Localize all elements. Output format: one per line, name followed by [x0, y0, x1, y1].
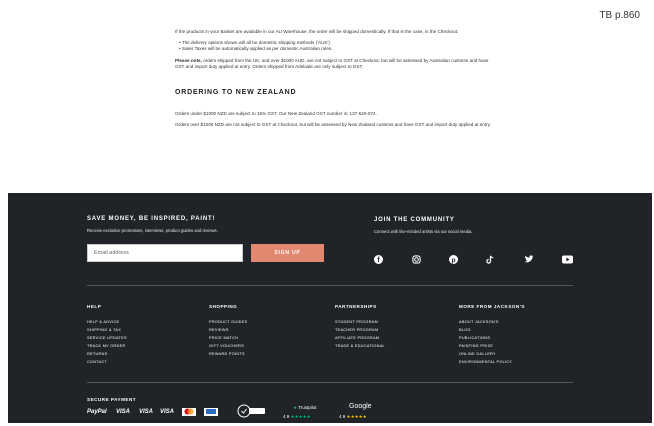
partnerships-link[interactable]: TEACHER PROGRAM — [335, 328, 379, 332]
more-link[interactable]: BLOG — [459, 328, 471, 332]
instagram-icon[interactable] — [412, 255, 421, 266]
more-link[interactable]: PUBLICATIONS — [459, 336, 491, 340]
more-links — [459, 318, 512, 366]
shopping-link[interactable]: REWARD POINTS — [209, 352, 245, 356]
visa-logo: VISA — [116, 409, 131, 415]
card-logo — [204, 408, 218, 416]
trustpilot-rating — [283, 414, 311, 420]
au-bullet: • Sales Taxes will be automatically applied as per domestic Australian rules. — [179, 46, 495, 52]
help-link[interactable]: RETURNS — [87, 352, 108, 356]
shopping-links — [209, 318, 248, 358]
more-link[interactable]: ENVIRONMENTAL POLICY — [459, 360, 513, 364]
trustpilot-star-icon: ★ — [293, 405, 298, 410]
partnerships-link[interactable]: STUDENT PROGRAM — [335, 320, 379, 324]
help-links — [87, 318, 127, 366]
more-link[interactable]: ONLINE GALLERY — [459, 352, 496, 356]
help-link[interactable]: SERVICE UPDATES — [87, 336, 127, 340]
community-subtitle: Connect with like-minded artists via our social media. — [374, 229, 473, 234]
email-input[interactable]: Email address — [87, 244, 243, 262]
nz-paragraph-1: Orders under $1000 NZD are subject to 15% GST. Our New Zealand GST number is: 137-520-974. — [175, 111, 377, 117]
svg-text:p: p — [451, 257, 456, 264]
trustpilot-name: Trustpilot — [298, 405, 317, 410]
shopping-link[interactable]: GIFT VOUCHERS — [209, 344, 245, 348]
nz-paragraph-2: Orders over $1000 NZD are not subject to GST at Checkout, but will be assessed by New Zealand customs and have GST and import duty applied at entry. — [175, 122, 491, 128]
tiktok-icon[interactable] — [486, 255, 495, 266]
shopping-link[interactable]: PRICE MATCH — [209, 336, 239, 340]
trustpilot-stars-icon: ★★★★★ — [290, 414, 311, 419]
google-score: 4.9 — [339, 414, 346, 419]
newsletter-subtitle: Receive exclusive promotions, interviews, product guides and reviews. — [87, 228, 218, 233]
google-stars-icon: ★★★★★ — [346, 414, 367, 419]
shopping-column-title: SHOPPING — [209, 304, 238, 309]
shipping-info — [175, 29, 495, 134]
more-column-title: MORE FROM JACKSON'S — [459, 304, 525, 309]
note-text: orders shipped from the UK, and over $1000 AUD, are not subject to GST at Checkout, but will be assessed by Australian customs and have GST and import duty applied at entry. Orders shipped from Adelaide are only subject to GST. — [175, 57, 489, 69]
youtube-icon[interactable] — [562, 255, 573, 266]
help-link[interactable]: TRACK MY ORDER — [87, 344, 126, 348]
page-tag: TB p.860 — [599, 10, 640, 21]
note-paragraph — [175, 58, 495, 70]
trustpilot-score: 4.9 — [283, 414, 290, 419]
secure-payment-title: SECURE PAYMENT — [87, 397, 137, 402]
au-bullet: • The delivery options shown will all be domestic shipping methods ('AUS') — [179, 40, 495, 46]
partnerships-link[interactable]: TRADE & EDUCATIONAL — [335, 344, 385, 348]
google-rating — [339, 414, 367, 420]
au-bullets — [175, 40, 495, 52]
shopping-link[interactable]: PRODUCT GUIDES — [209, 320, 248, 324]
help-link[interactable]: CONTACT — [87, 360, 108, 364]
footer-divider — [87, 285, 573, 286]
site-footer — [8, 193, 652, 423]
trustpilot-label — [293, 405, 317, 411]
newsletter-title: SAVE MONEY, BE INSPIRED, PAINT! — [87, 216, 216, 222]
shopping-link[interactable]: REVIEWS — [209, 328, 229, 332]
community-title: JOIN THE COMMUNITY — [374, 217, 455, 223]
au-paragraph: If the products in your Basket are available in our AU Warehouse, the order will be shipped domestically. If that is the case, in the Checkout: — [175, 29, 459, 34]
partnerships-link[interactable]: AFFILIATE PROGRAM — [335, 336, 380, 340]
nz-heading: ORDERING TO NEW ZEALAND — [175, 89, 297, 97]
sign-up-button[interactable]: SIGN UP — [251, 244, 324, 262]
twitter-icon[interactable] — [524, 255, 534, 266]
visa-logo: VISA — [160, 409, 175, 415]
mastercard-logo — [182, 408, 196, 416]
help-link[interactable]: SHIPPING & TAX — [87, 328, 122, 332]
google-label: Google — [349, 403, 372, 410]
help-column-title: HELP — [87, 304, 102, 309]
visa-logo: VISA — [139, 409, 154, 415]
facebook-icon[interactable] — [374, 255, 383, 266]
secure-checkout-badge — [236, 404, 266, 423]
partnerships-column-title: PARTNERSHIPS — [335, 304, 377, 309]
more-link[interactable]: PAINTING PRIZE — [459, 344, 494, 348]
help-link[interactable]: HELP & ADVICE — [87, 320, 120, 324]
more-link[interactable]: ABOUT JACKSON'S — [459, 320, 499, 324]
paypal-logo: PayPal — [87, 409, 107, 415]
note-label: Please note, — [175, 57, 202, 63]
footer-divider — [87, 382, 573, 383]
pinterest-icon[interactable] — [449, 255, 458, 266]
partnerships-links — [335, 318, 385, 350]
svg-text:f: f — [377, 255, 380, 264]
